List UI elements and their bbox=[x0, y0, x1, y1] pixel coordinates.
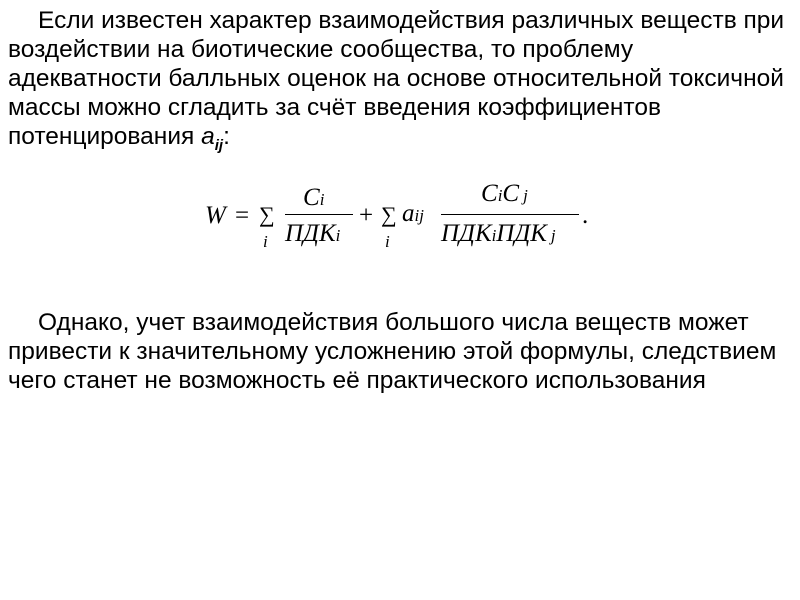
sum-index: i bbox=[263, 232, 268, 251]
formula-coefficient: aij bbox=[402, 200, 424, 227]
paragraph-conclusion-text: Однако, учет взаимодействия большого числа веществ может привести к значительному усложнению этой формулы, следствием чего станет не возможность её практического использования bbox=[8, 309, 777, 394]
sum-symbol: ∑ bbox=[259, 202, 275, 227]
formula-equals: = bbox=[235, 202, 250, 229]
frac1-denominator: ПДКi bbox=[285, 220, 341, 247]
frac2-denominator: ПДКiПДК j bbox=[441, 220, 556, 247]
paragraph-intro: Если известен характер взаимодействия различных веществ при воздействии на биотические сообщества, то проблему адекватности балльных оценок на основе относительной токсичной массы можно сгладить за счёт введения коэффициентов потенцирования $a_{ij}$: bbox=[8, 7, 785, 154]
sum-symbol-2: ∑ bbox=[381, 202, 397, 227]
formula-plus: + bbox=[359, 202, 374, 229]
formula-lhs: W bbox=[205, 202, 226, 229]
paragraph-conclusion bbox=[8, 308, 792, 395]
formula bbox=[205, 180, 605, 256]
frac2-line bbox=[441, 214, 579, 215]
frac1-line bbox=[285, 214, 353, 215]
frac2-numerator: CiC j bbox=[481, 180, 528, 207]
frac1-numerator: Ci bbox=[303, 184, 325, 211]
formula-end: . bbox=[582, 202, 589, 229]
coefficient-symbol: $a_{ij}$ bbox=[201, 123, 224, 154]
paragraph-intro-text: Если известен характер взаимодействия различных веществ при воздействии на биотические сообщества, то проблему адекватности балльных оценок на основе относительной токсичной массы можно сгладить за счёт введения коэффициентов потенцирования bbox=[8, 7, 785, 150]
sum-index-2: i bbox=[385, 232, 390, 251]
